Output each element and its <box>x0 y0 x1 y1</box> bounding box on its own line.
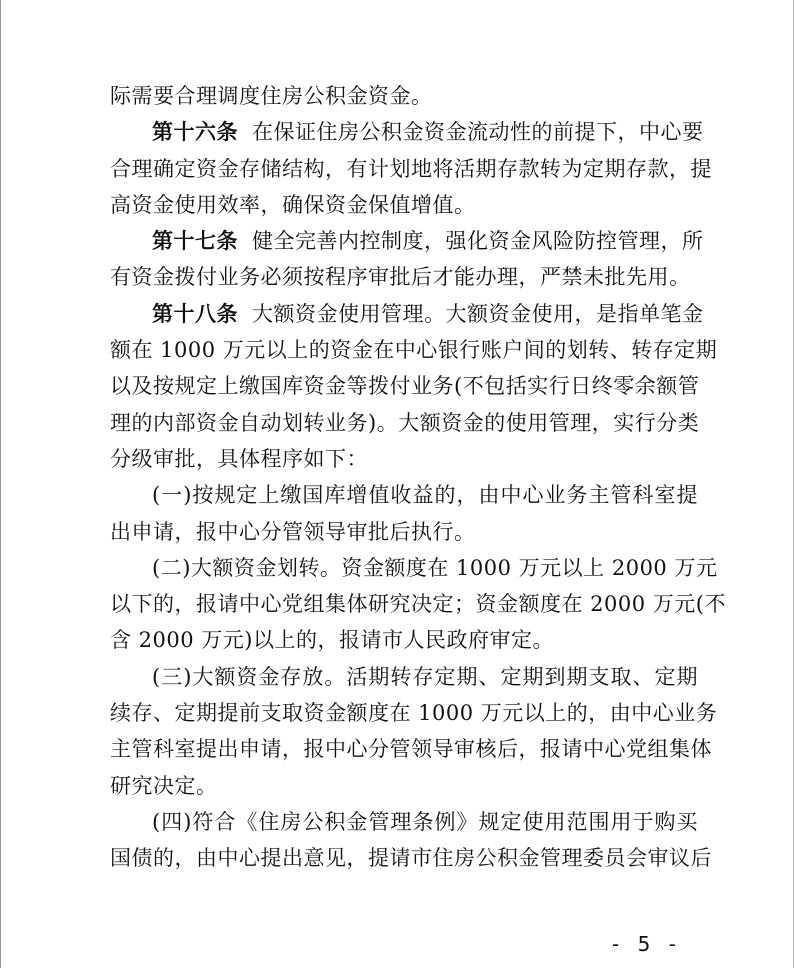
line-text: 国债的，由中心提出意见，提请市住房公积金管理委员会审议后 <box>110 846 712 871</box>
line-text: 分级审批，具体程序如下： <box>110 446 368 471</box>
line-text: 含 2000 万元)以上的，报请市人民政府审定。 <box>110 628 554 653</box>
text-line <box>110 151 712 187</box>
document-body <box>110 78 726 877</box>
text-line <box>110 114 704 150</box>
text-line <box>110 586 726 622</box>
text-line <box>110 368 698 404</box>
line-text: 在保证住房公积金资金流动性的前提下，中心要 <box>252 120 704 145</box>
text-line <box>110 840 712 876</box>
text-line <box>110 223 704 259</box>
line-text: 健全完善内控制度，强化资金风险防控管理，所 <box>252 229 704 254</box>
line-text: (二)大额资金划转。资金额度在 1000 万元以上 2000 万元 <box>152 555 718 580</box>
text-line <box>110 768 698 804</box>
page-number: - 5 - <box>612 932 682 956</box>
text-line <box>110 695 718 731</box>
line-text: 大额资金使用管理。大额资金使用，是指单笔金 <box>252 301 704 326</box>
line-text: 研究决定。 <box>110 773 218 798</box>
line-text: 合理确定资金存储结构，有计划地将活期存款转为定期存款，提 <box>110 156 712 181</box>
line-text: 有资金拨付业务必须按程序审批后才能办理，严禁未批先用。 <box>110 265 691 290</box>
line-text: 续存、定期提前支取资金额度在 1000 万元以上的，由中心业务 <box>110 701 718 726</box>
line-text: 额在 1000 万元以上的资金在中心银行账户间的划转、转存定期 <box>110 338 718 363</box>
line-text: 高资金使用效率，确保资金保值增值。 <box>110 192 476 217</box>
line-text: (四)符合《住房公积金管理条例》规定使用范围用于购买 <box>152 809 698 834</box>
text-line <box>110 550 718 586</box>
text-line <box>110 441 698 477</box>
page-left-border <box>0 0 1 968</box>
text-line <box>110 731 712 767</box>
text-line <box>110 187 698 223</box>
line-text: (三)大额资金存放。活期转存定期、定期到期支取、定期 <box>152 664 698 689</box>
article-title: 第十八条 <box>152 300 238 326</box>
text-line <box>110 405 698 441</box>
text-line <box>110 622 698 658</box>
line-text: 理的内部资金自动划转业务)。大额资金的使用管理，实行分类 <box>110 410 700 435</box>
text-line <box>110 296 704 332</box>
article-title: 第十七条 <box>152 228 238 254</box>
line-text: 出申请，报中心分管领导审批后执行。 <box>110 519 476 544</box>
text-line <box>110 659 698 695</box>
text-line <box>110 477 698 513</box>
text-line <box>110 804 698 840</box>
article-title: 第十六条 <box>152 119 238 145</box>
line-text: 际需要合理调度住房公积金资金。 <box>110 84 433 108</box>
line-text: (一)按规定上缴国库增值收益的，由中心业务主管科室提 <box>152 483 698 508</box>
text-line <box>110 332 718 368</box>
line-text: 以下的，报请中心党组集体研究决定；资金额度在 2000 万元(不 <box>110 592 726 617</box>
line-text: 以及按规定上缴国库资金等拨付业务(不包括实行日终零余额管 <box>110 374 700 399</box>
text-line <box>110 514 698 550</box>
text-line <box>110 78 698 114</box>
line-text: 主管科室提出申请，报中心分管领导审核后，报请中心党组集体 <box>110 737 712 762</box>
text-line <box>110 259 698 295</box>
